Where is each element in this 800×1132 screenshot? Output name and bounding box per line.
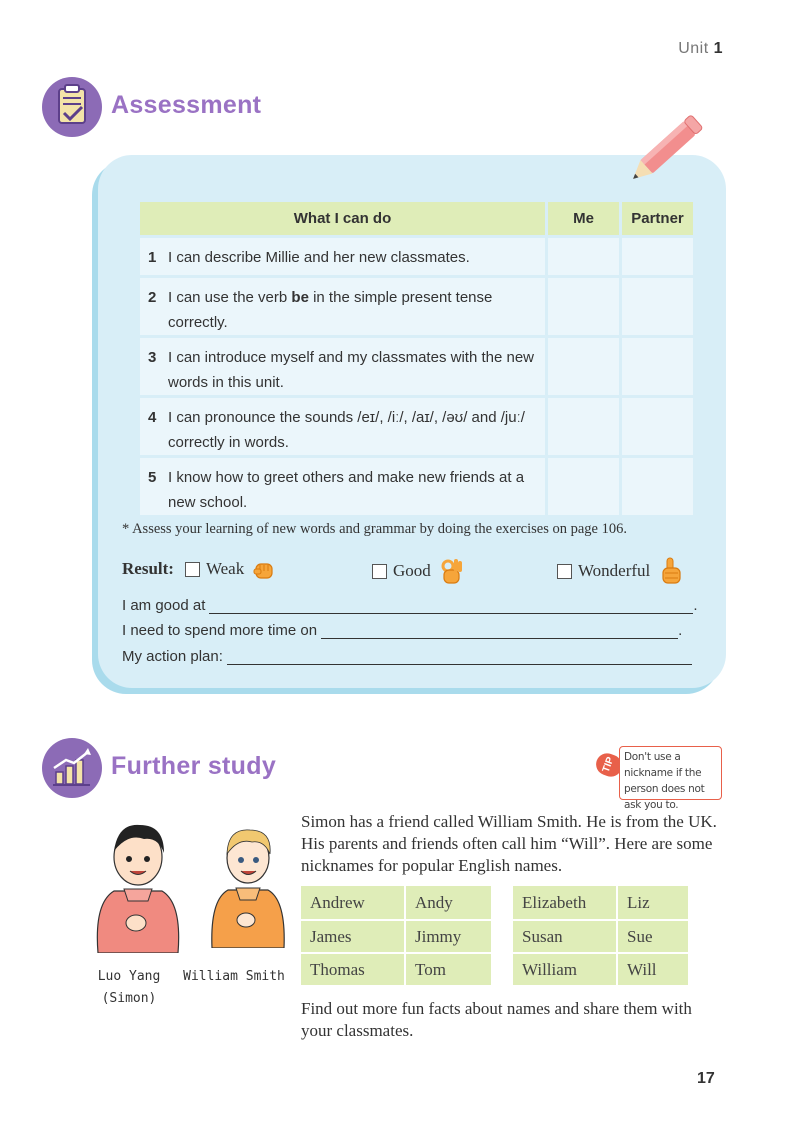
- wonderful-option: [557, 556, 685, 586]
- table-row: [513, 919, 688, 952]
- table-row: [140, 275, 693, 335]
- full-name: Andrew: [301, 886, 404, 919]
- good-at-blank[interactable]: [209, 598, 693, 614]
- nickname: Will: [616, 952, 688, 985]
- wonderful-label: Wonderful: [578, 561, 651, 580]
- row-text-post: in the simple present tense correctly.: [168, 289, 493, 331]
- result-label: Result:: [122, 559, 174, 578]
- me-cell[interactable]: [545, 395, 619, 455]
- ok-hand-icon: [438, 556, 464, 586]
- table-row: [301, 919, 491, 952]
- more-time-line: I need to spend more time on .: [122, 622, 683, 639]
- partner-cell[interactable]: [619, 275, 693, 335]
- header-me: Me: [545, 202, 619, 235]
- partner-cell[interactable]: [619, 335, 693, 395]
- kid-alias: (Simon): [101, 991, 157, 1006]
- full-name: Thomas: [301, 952, 404, 985]
- action-plan-blank[interactable]: [227, 649, 692, 665]
- more-time-label: I need to spend more time on: [122, 622, 318, 639]
- partner-cell[interactable]: [619, 235, 693, 275]
- row-text: I can describe Millie and her new classmates.: [168, 249, 470, 266]
- header-what-i-can-do: What I can do: [140, 202, 545, 235]
- clipboard-icon: [42, 77, 102, 137]
- nickname: Liz: [616, 886, 688, 919]
- good-option: [372, 556, 464, 586]
- table-row: [513, 886, 688, 919]
- chart-icon: [42, 738, 102, 798]
- nickname: Jimmy: [404, 919, 491, 952]
- assessment-title: Assessment: [111, 91, 262, 119]
- row-number: 2: [148, 289, 157, 306]
- kid-name-luo-yang: Luo Yang (Simon): [92, 966, 166, 1010]
- nickname: Tom: [404, 952, 491, 985]
- row-number: 4: [148, 409, 157, 426]
- row-text-bold: be: [291, 289, 309, 306]
- row-text: I know how to greet others and make new friends at a new school.: [168, 469, 525, 511]
- luo-yang-illustration: [88, 815, 188, 953]
- fist-icon: [251, 556, 277, 582]
- row-text: I can introduce myself and my classmates with the new words in this unit.: [168, 349, 534, 391]
- nickname-table-right: [513, 886, 688, 985]
- nickname: Andy: [404, 886, 491, 919]
- assessment-table: [140, 202, 693, 515]
- pencil-icon: [628, 105, 718, 190]
- row-number: 5: [148, 469, 157, 486]
- action-plan-line: [122, 648, 692, 665]
- nickname: Sue: [616, 919, 688, 952]
- kid-name-william-smith: William Smith: [183, 969, 285, 984]
- table-row: [301, 952, 491, 985]
- row-text-pre: I can use the verb: [168, 289, 292, 306]
- good-at-line: I am good at .: [122, 597, 698, 614]
- william-smith-illustration: [206, 820, 290, 948]
- good-checkbox[interactable]: [372, 564, 387, 579]
- table-row: [301, 886, 491, 919]
- me-cell[interactable]: [545, 275, 619, 335]
- closing-paragraph: Find out more fun facts about names and share them with your classmates.: [301, 999, 692, 1040]
- me-cell[interactable]: [545, 335, 619, 395]
- weak-checkbox[interactable]: [185, 562, 200, 577]
- row-number: 3: [148, 349, 157, 366]
- partner-cell[interactable]: [619, 395, 693, 455]
- result-group: [122, 556, 277, 582]
- full-name: James: [301, 919, 404, 952]
- full-name: Elizabeth: [513, 886, 616, 919]
- table-row: [140, 395, 693, 455]
- full-name: William: [513, 952, 616, 985]
- tip-text: Don't use a nickname if the person does not ask you to.: [619, 746, 722, 800]
- full-name: Susan: [513, 919, 616, 952]
- me-cell[interactable]: [545, 235, 619, 275]
- tip-badge: TIP: [593, 750, 625, 780]
- further-study-title: Further study: [111, 752, 277, 780]
- me-cell[interactable]: [545, 455, 619, 515]
- nickname-table-left: [301, 886, 491, 985]
- row-number: 1: [148, 249, 157, 266]
- wonderful-checkbox[interactable]: [557, 564, 572, 579]
- partner-cell[interactable]: [619, 455, 693, 515]
- good-at-label: I am good at: [122, 597, 206, 614]
- more-time-blank[interactable]: [321, 623, 678, 639]
- unit-prefix: Unit: [678, 40, 709, 57]
- table-row: [140, 235, 693, 275]
- assessment-note: * Assess your learning of new words and grammar by doing the exercises on page 106.: [122, 521, 627, 537]
- thumbs-up-icon: [657, 556, 685, 586]
- header-partner: Partner: [619, 202, 693, 235]
- intro-paragraph: Simon has a friend called William Smith. He is from the UK. His parents and friends often call him “Will”. Here are some nicknames for popular English names.: [301, 812, 717, 875]
- unit-label: [678, 40, 723, 58]
- tip-callout: [598, 746, 722, 811]
- good-label: Good: [393, 561, 431, 580]
- action-plan-label: My action plan:: [122, 648, 223, 665]
- weak-label: Weak: [205, 559, 245, 578]
- row-text: I can pronounce the sounds /eɪ/, /iː/, /aɪ/, /əʊ/ and /juː/ correctly in words.: [168, 409, 525, 451]
- table-row: [513, 952, 688, 985]
- page-number: 17: [697, 1070, 715, 1087]
- table-row: [140, 455, 693, 515]
- unit-number: 1: [713, 40, 723, 57]
- table-row: [140, 335, 693, 395]
